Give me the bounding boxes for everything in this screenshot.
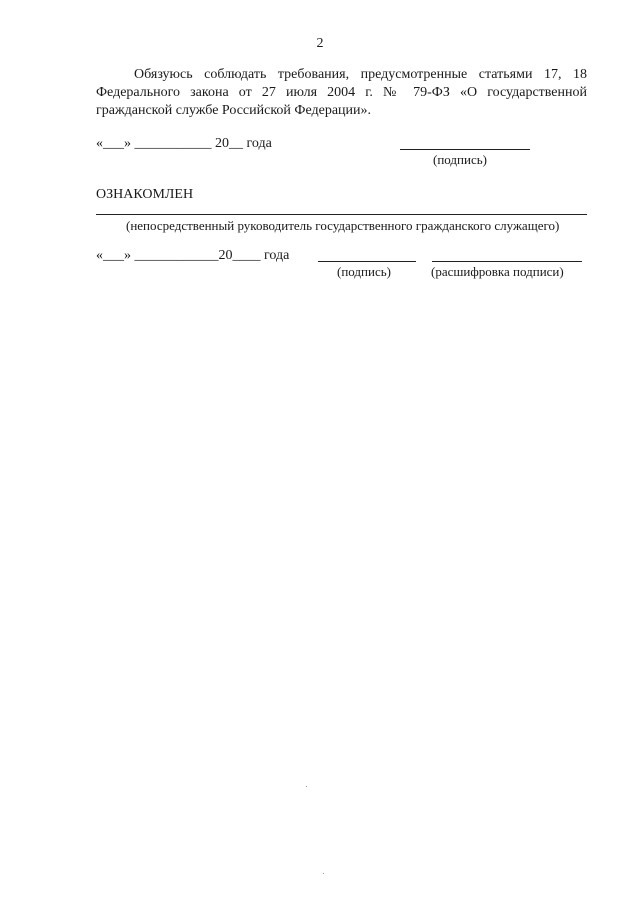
signature-line-2 [318, 261, 416, 262]
supervisor-caption: (непосредственный руководитель государственного гражданского служащего) [126, 218, 560, 233]
signature-caption-1: (подпись) [433, 152, 487, 167]
scan-speck [323, 873, 324, 874]
date-field-2: «___» ____________20____ года [96, 248, 290, 263]
pledge-paragraph: Обязуюсь соблюдать требования, предусмотренные статьями 17, 18 Федерального закона от 27 июля 2004 г. № 79-ФЗ «О государственной гражданской службе Российской Федерации». [96, 67, 587, 118]
acknowledged-heading: ОЗНАКОМЛЕН [96, 187, 194, 202]
page-number: 2 [316, 36, 324, 51]
supervisor-line [96, 214, 587, 215]
signature-caption-2: (подпись) [337, 264, 391, 279]
decoding-line [432, 261, 582, 262]
signature-line-1 [400, 149, 530, 150]
decoding-caption: (расшифровка подписи) [431, 264, 564, 279]
scan-speck [306, 786, 307, 787]
date-field-1: «___» ___________ 20__ года [96, 136, 272, 151]
